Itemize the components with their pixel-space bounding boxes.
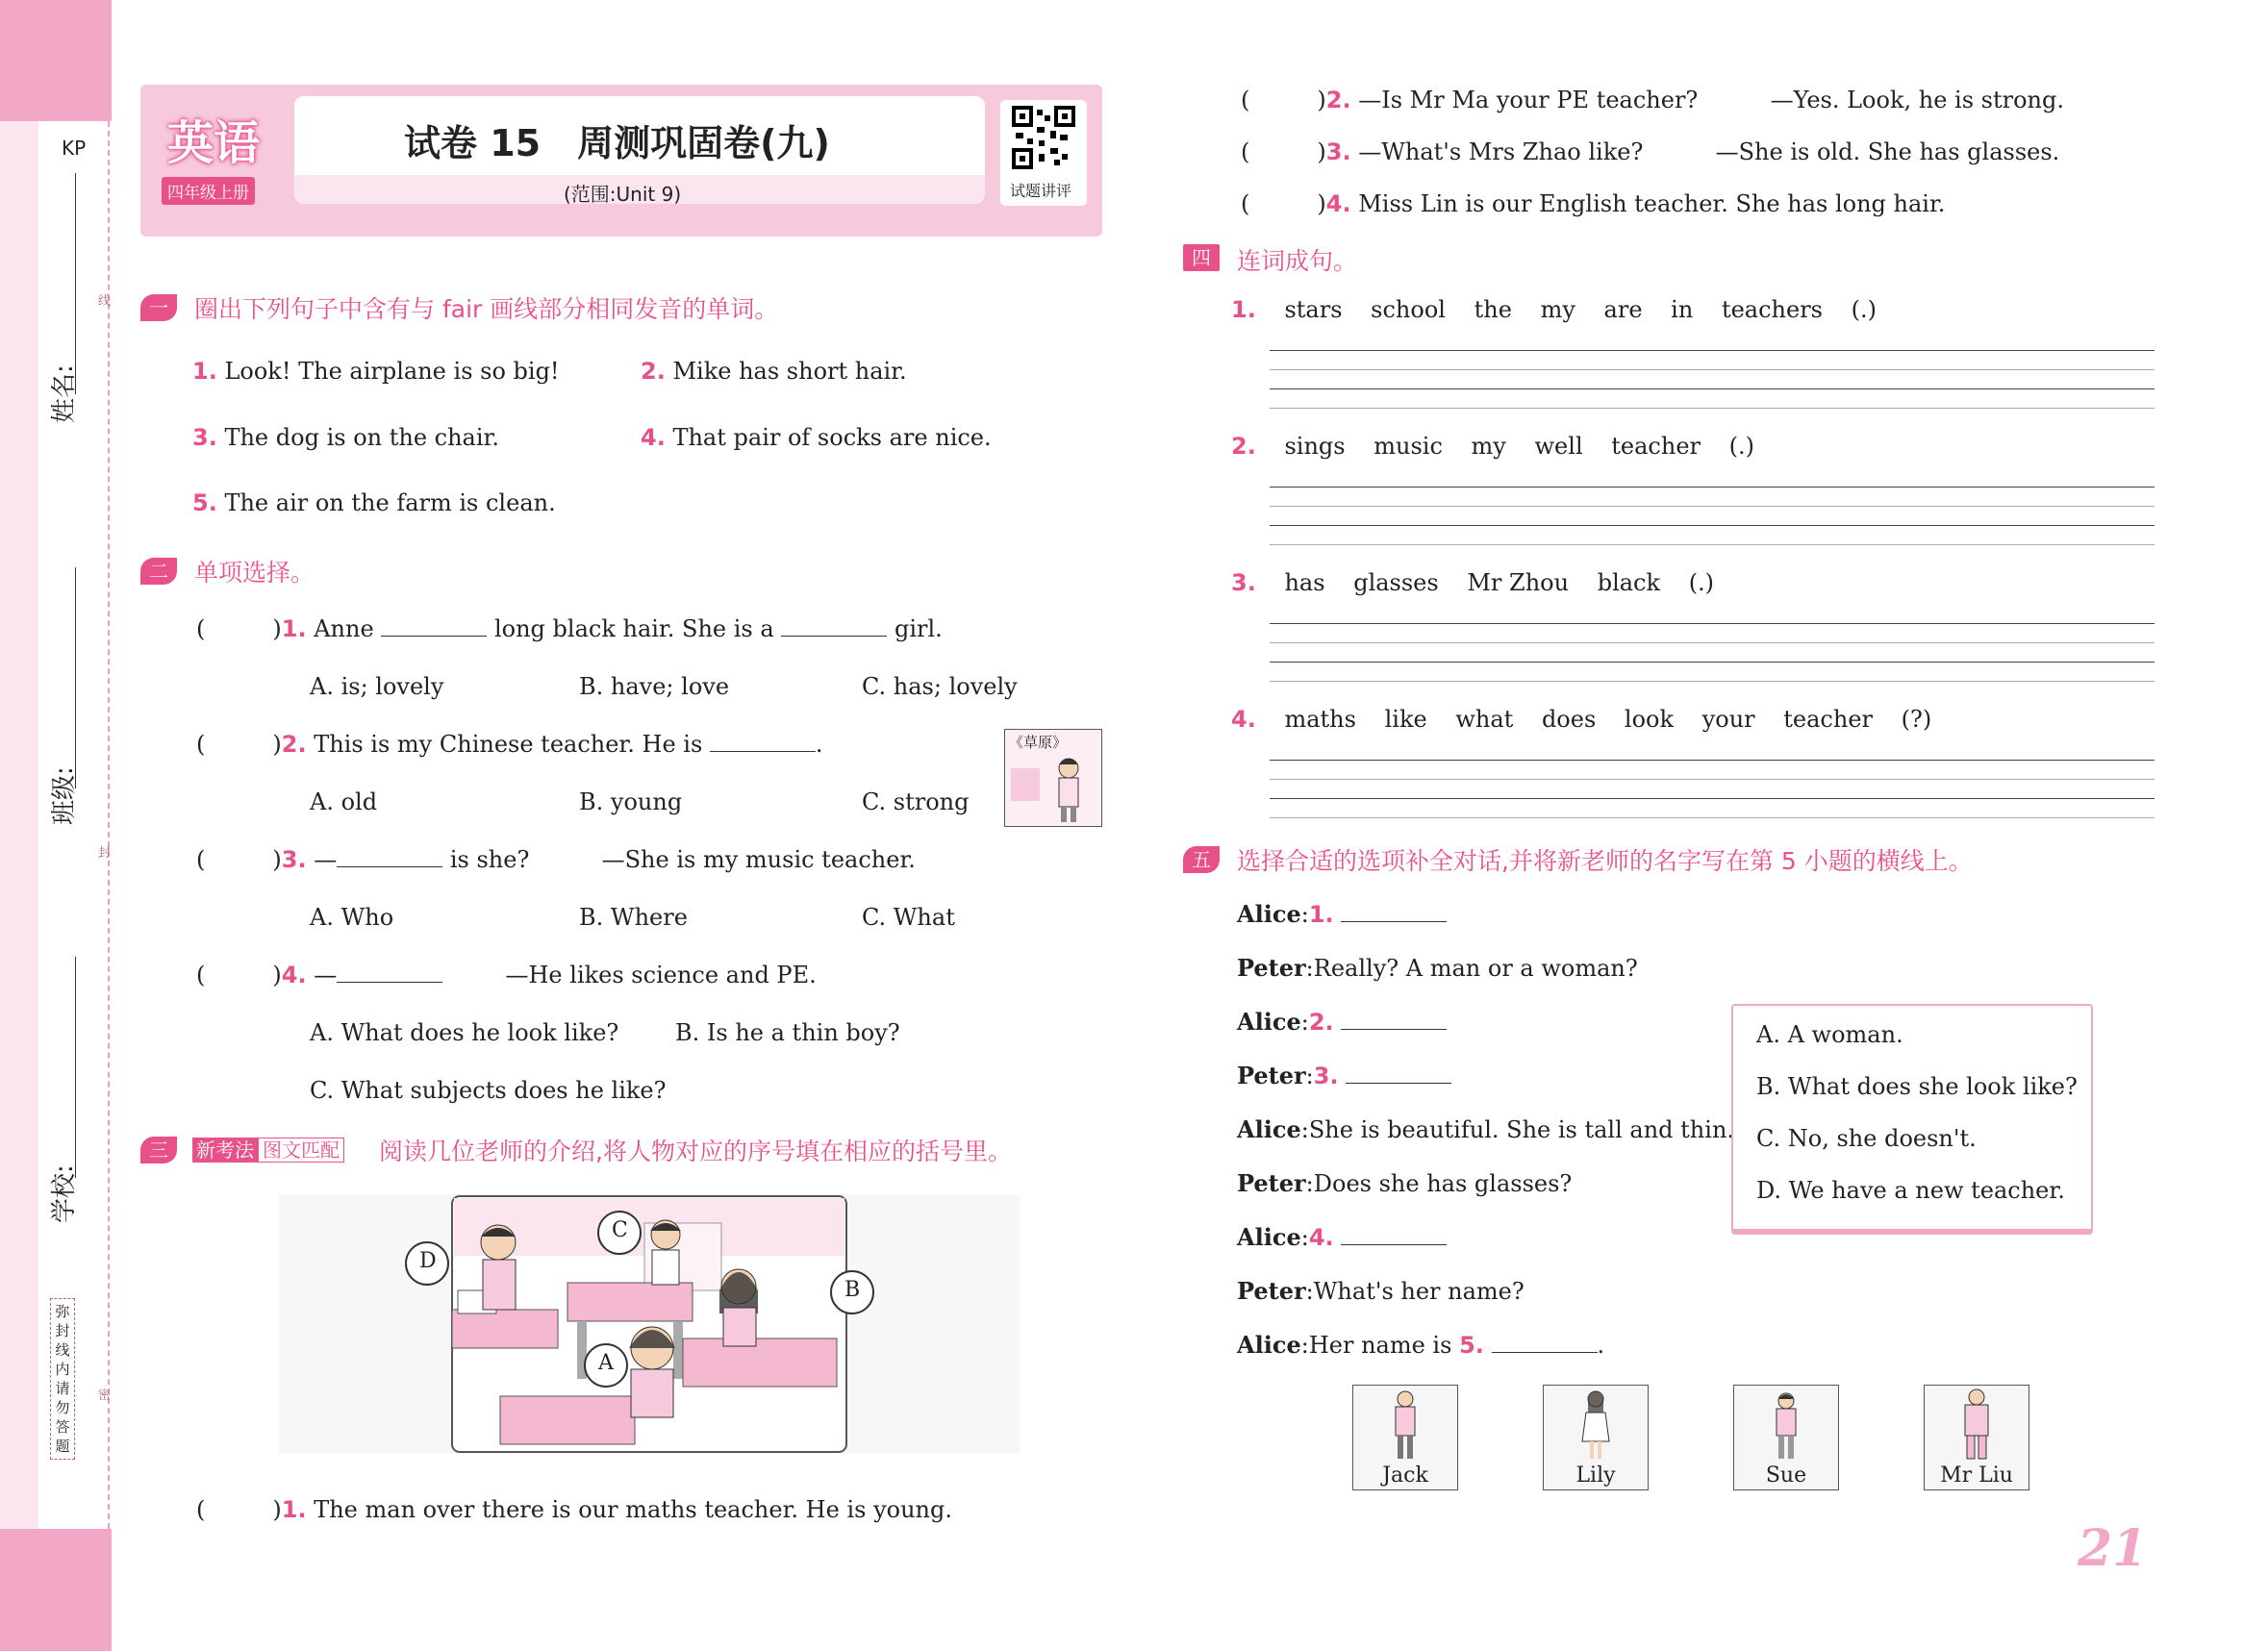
s3-q4-text: Miss Lin is our English teacher. She has long hair.: [1358, 190, 1946, 217]
s4-line-4c[interactable]: [1270, 798, 2155, 799]
s2-q1-num: 1.: [281, 615, 307, 642]
person-jack: [1352, 1385, 1458, 1490]
s2-q3-opt-c: C. What: [862, 904, 955, 931]
section5-title: 选择合适的选项补全对话,并将新老师的名字写在第 5 小题的横线上。: [1237, 847, 1973, 875]
s3-q2-a: —Is Mr Ma your PE teacher?: [1358, 87, 1699, 113]
s4-word-3-2: glasses: [1353, 569, 1439, 596]
s1-num-3: 3.: [192, 424, 217, 451]
dialog-line-4: Peter:3.: [1237, 1062, 1451, 1089]
s2-q3-num: 3.: [281, 846, 307, 873]
person-lily: [1543, 1385, 1649, 1490]
s1-item-1: [192, 358, 560, 385]
s2-q1-opt-c: C. has; lovely: [862, 673, 1018, 700]
s4-line-4a[interactable]: [1270, 760, 2155, 761]
s4-num-4: 4.: [1231, 706, 1256, 733]
margin-mark-1: 线: [98, 294, 112, 309]
s1-num-2: 2.: [641, 358, 666, 385]
s4-line-3d[interactable]: [1270, 681, 2155, 682]
s4-word-1-2: school: [1371, 296, 1446, 323]
dialog-num-1: 1.: [1308, 901, 1334, 928]
label-b: B: [844, 1278, 861, 1302]
s4-word-4-4: does: [1541, 706, 1597, 733]
dialog-blank-3[interactable]: [1341, 1012, 1447, 1030]
s2-q3-b: is she?: [449, 846, 530, 873]
dialog-num-9: 5.: [1459, 1332, 1484, 1359]
s4-word-2-3: my: [1471, 433, 1506, 460]
name-label: 姓名:: [50, 364, 79, 423]
dialog-num-3: 2.: [1308, 1009, 1334, 1036]
section3-tag-2: 图文匹配: [258, 1138, 344, 1163]
dialog-speaker-4: Peter: [1237, 1062, 1306, 1089]
s2-q3-blank[interactable]: [337, 849, 442, 867]
s2-q2-opt-b: B. young: [579, 788, 683, 815]
s2-q2-opt-c: C. strong: [862, 788, 970, 815]
s4-line-3a[interactable]: [1270, 623, 2155, 624]
dialog-blank-9[interactable]: [1492, 1335, 1598, 1353]
subject-badge: 英语: [167, 116, 261, 170]
s4-word-1-8: (.): [1851, 296, 1877, 323]
dialog-line-2: Peter:Really? A man or a woman?: [1237, 954, 1638, 982]
s1-item-4: [641, 424, 992, 451]
dialog-line-8: Peter:What's her name?: [1237, 1277, 1525, 1305]
page-number: 21: [2078, 1519, 2148, 1578]
option-a: A. A woman.: [1756, 1021, 1903, 1048]
dialog-blank-7[interactable]: [1341, 1227, 1447, 1245]
margin-bottom-block: [0, 1529, 112, 1651]
s4-word-4-6: your: [1701, 706, 1755, 733]
s4-line-4d[interactable]: [1270, 817, 2155, 818]
s3-q2-num: 2.: [1325, 87, 1351, 113]
grade-badge: 四年级上册: [162, 177, 255, 205]
s1-num-4: 4.: [641, 424, 666, 451]
s3-q1-num: 1.: [281, 1496, 307, 1523]
label-a: A: [598, 1351, 614, 1375]
s4-line-2d[interactable]: [1270, 544, 2155, 545]
s4-word-3-4: black: [1597, 569, 1661, 596]
s2-q3-opt-a: A. Who: [310, 904, 394, 931]
person-mr-liu-icon: [1925, 1386, 2029, 1463]
section3-badge: 三: [140, 1137, 177, 1163]
s4-word-2-6: (.): [1728, 433, 1754, 460]
dialog-line-5: Alice:She is beautiful. She is tall and thin.: [1237, 1115, 1735, 1143]
teacher-figure-icon: [1005, 730, 1101, 826]
s4-word-3-5: (.): [1688, 569, 1715, 596]
s4-word-1-6: in: [1671, 296, 1694, 323]
person-sue: [1733, 1385, 1839, 1490]
s4-word-4-1: maths: [1284, 706, 1356, 733]
s4-line-2b[interactable]: [1270, 506, 2155, 507]
s3-q2-b: —Yes. Look, he is strong.: [1770, 87, 2064, 113]
s4-word-4-8: (?): [1901, 706, 1932, 733]
name-line: [75, 173, 76, 394]
s1-num-5: 5.: [192, 489, 217, 516]
s4-line-2c[interactable]: [1270, 525, 2155, 526]
qr-code-icon[interactable]: [1012, 106, 1075, 169]
s1-text-3: The dog is on the chair.: [224, 424, 500, 451]
s2-q4-opt-b: B. Is he a thin boy?: [675, 1019, 900, 1046]
label-c: C: [612, 1218, 628, 1242]
s4-num-2: 2.: [1231, 433, 1256, 460]
s3-q4-num: 4.: [1325, 190, 1351, 217]
school-line: [75, 957, 76, 1178]
s1-text-4: That pair of socks are nice.: [672, 424, 992, 451]
s2-q1-a: Anne: [314, 615, 374, 642]
s2-q3-opt-b: B. Where: [579, 904, 688, 931]
dialog-speaker-9: Alice: [1237, 1331, 1301, 1359]
section1-badge: 一: [140, 294, 177, 321]
option-d: D. We have a new teacher.: [1756, 1177, 2065, 1204]
s4-word-2-2: music: [1373, 433, 1443, 460]
dialog-blank-1[interactable]: [1341, 904, 1447, 922]
s4-line-2a[interactable]: [1270, 487, 2155, 488]
person-lily-icon: [1544, 1386, 1648, 1463]
section3-title: 阅读几位老师的介绍,将人物对应的序号填在相应的括号里。: [379, 1138, 1012, 1165]
s2-q4-a: —: [314, 962, 338, 988]
dialog-speaker-8: Peter: [1237, 1277, 1306, 1305]
s3-q3-num: 3.: [1325, 138, 1351, 165]
s4-word-1-1: stars: [1284, 296, 1343, 323]
dialog-line-9: Alice:Her name is 5. .: [1237, 1331, 1605, 1359]
qr-label: 试题讲评: [1010, 182, 1072, 200]
dialog-speaker-3: Alice: [1237, 1008, 1301, 1036]
range-label: (范围:Unit 9): [564, 183, 682, 206]
s1-item-5: [192, 489, 556, 516]
s2-q1: ( )1. Anne long black hair. She is a girl.: [196, 615, 943, 642]
dialog-text-6: Does she has glasses?: [1313, 1170, 1573, 1197]
s2-q4: ( )4. — —He likes science and PE.: [196, 962, 817, 988]
s4-word-3-3: Mr Zhou: [1467, 569, 1570, 596]
person-jack-icon: [1353, 1386, 1457, 1463]
margin-top-block: [0, 0, 112, 121]
s4-word-1-3: the: [1474, 296, 1512, 323]
s4-item-1: [1231, 296, 1877, 323]
s2-q3-c: —She is my music teacher.: [601, 846, 916, 873]
s4-line-1a[interactable]: [1270, 350, 2155, 351]
option-c: C. No, she doesn't.: [1756, 1125, 1977, 1152]
s3-q4: ( )4. Miss Lin is our English teacher. She has long hair.: [1241, 190, 1946, 217]
s2-q1-blank-1[interactable]: [381, 618, 487, 637]
section5-badge: 五: [1183, 846, 1220, 873]
dialog-speaker-5: Alice: [1237, 1115, 1301, 1143]
s1-num-1: 1.: [192, 358, 217, 385]
s2-q4-opt-c: C. What subjects does he like?: [310, 1077, 667, 1104]
dialog-text-2: Really? A man or a woman?: [1313, 955, 1638, 982]
page-title: 试卷 15 周测巩固卷(九): [404, 122, 830, 164]
section1-title: 圈出下列句子中含有与 fair 画线部分相同发音的单词。: [194, 295, 779, 323]
dialog-line-1: Alice:1.: [1237, 900, 1447, 928]
s2-q4-num: 4.: [281, 962, 307, 988]
dialog-num-4: 3.: [1313, 1063, 1339, 1089]
s4-line-1c[interactable]: [1270, 388, 2155, 389]
school-label: 学校:: [50, 1164, 79, 1223]
notice-box: 弥封线内请勿答题: [50, 1298, 75, 1460]
s4-item-4: [1231, 706, 1931, 733]
classroom-scene: [279, 1194, 1020, 1454]
section2-badge: 二: [140, 558, 177, 585]
option-b: B. What does she look like?: [1756, 1073, 2078, 1100]
s3-q3-b: —She is old. She has glasses.: [1715, 138, 2060, 165]
dialog-text-5: She is beautiful. She is tall and thin.: [1308, 1116, 1735, 1143]
dialog-line-3: Alice:2.: [1237, 1008, 1447, 1036]
s4-word-1-4: my: [1540, 296, 1575, 323]
s4-word-2-4: well: [1534, 433, 1583, 460]
class-label: 班级:: [50, 766, 79, 825]
dialog-speaker-7: Alice: [1237, 1223, 1301, 1251]
s4-word-4-7: teacher: [1783, 706, 1873, 733]
dialog-text-8: What's her name?: [1313, 1278, 1525, 1305]
dialog-num-7: 4.: [1308, 1224, 1334, 1251]
s2-q2-num: 2.: [281, 731, 307, 758]
section4-title: 连词成句。: [1237, 247, 1358, 275]
class-line: [75, 567, 76, 788]
section3-tag: [192, 1135, 344, 1163]
teacher-picture-label: 《草原》: [1009, 734, 1068, 751]
s4-line-4b[interactable]: [1270, 779, 2155, 780]
s2-q1-blank-2[interactable]: [781, 618, 887, 637]
s2-q1-opt-a: A. is; lovely: [310, 673, 444, 700]
dialog-speaker-6: Peter: [1237, 1169, 1306, 1197]
s2-q1-opt-b: B. have; love: [579, 673, 730, 700]
dialog-blank-4[interactable]: [1346, 1065, 1451, 1084]
s1-text-1: Look! The airplane is so big!: [224, 358, 560, 385]
s4-num-1: 1.: [1231, 296, 1256, 323]
dialog-speaker-1: Alice: [1237, 900, 1301, 928]
person-sue-label: Sue: [1765, 1463, 1807, 1488]
s4-word-2-1: sings: [1284, 433, 1346, 460]
s4-item-2: [1231, 433, 1754, 460]
s4-word-1-5: are: [1603, 296, 1643, 323]
s2-q2-a: This is my Chinese teacher. He is: [314, 731, 703, 758]
s4-word-4-5: look: [1624, 706, 1675, 733]
s4-word-1-7: teachers: [1721, 296, 1823, 323]
section3-tag-1: 新考法: [192, 1138, 258, 1163]
section4-badge: 四: [1183, 244, 1220, 271]
s1-text-2: Mike has short hair.: [672, 358, 907, 385]
person-mr-liu-label: Mr Liu: [1940, 1463, 2013, 1488]
s4-word-3-1: has: [1284, 569, 1325, 596]
dialog-line-7: Alice:4.: [1237, 1223, 1447, 1251]
person-jack-label: Jack: [1382, 1463, 1428, 1488]
s2-q4-blank[interactable]: [337, 964, 442, 983]
s4-line-1b[interactable]: [1270, 369, 2155, 370]
person-sue-icon: [1734, 1386, 1838, 1463]
dialog-speaker-2: Peter: [1237, 954, 1306, 982]
s1-item-2: [641, 358, 907, 385]
s3-q3-a: —What's Mrs Zhao like?: [1358, 138, 1644, 165]
s3-q1-text: The man over there is our maths teacher. He is young.: [314, 1496, 952, 1523]
s3-q3: ( )3. —What's Mrs Zhao like? —She is old. She has glasses.: [1241, 138, 2060, 165]
s2-q4-opt-a: A. What does he look like?: [310, 1019, 619, 1046]
s2-q1-c: girl.: [894, 615, 943, 642]
s2-q3: ( )3. — is she? —She is my music teacher.: [196, 846, 916, 873]
s4-num-3: 3.: [1231, 569, 1256, 596]
s2-q2-blank[interactable]: [710, 734, 816, 752]
s1-item-3: [192, 424, 499, 451]
label-d: D: [419, 1249, 437, 1273]
s4-line-3b[interactable]: [1270, 642, 2155, 643]
s4-item-3: [1231, 569, 1714, 596]
dialog-text-9: Her name is: [1308, 1332, 1452, 1359]
s2-q4-c: —He likes science and PE.: [505, 962, 817, 988]
cut-line: [108, 121, 110, 1529]
s3-q2: ( )2. —Is Mr Ma your PE teacher? —Yes. Look, he is strong.: [1241, 87, 2064, 113]
kp-label: KP: [62, 137, 87, 160]
s2-q2-c: .: [815, 731, 823, 758]
person-lily-label: Lily: [1575, 1463, 1616, 1488]
s4-word-2-5: teacher: [1611, 433, 1701, 460]
s4-line-3c[interactable]: [1270, 662, 2155, 663]
s3-q1: ( )1. The man over there is our maths teacher. He is young.: [196, 1496, 952, 1523]
section2-title: 单项选择。: [194, 559, 315, 587]
margin-mark-3: 密: [98, 1388, 112, 1403]
s2-q2: ( )2. This is my Chinese teacher. He is .: [196, 731, 823, 758]
margin-mark-2: 封: [98, 846, 112, 861]
s4-word-4-2: like: [1384, 706, 1427, 733]
s4-line-1d[interactable]: [1270, 408, 2155, 409]
teacher-picture: [1004, 729, 1102, 827]
person-mr-liu: [1924, 1385, 2029, 1490]
s2-q3-a: —: [314, 846, 338, 873]
s1-text-5: The air on the farm is clean.: [224, 489, 556, 516]
dialog-line-6: Peter:Does she has glasses?: [1237, 1169, 1573, 1197]
s4-word-4-3: what: [1455, 706, 1514, 733]
s2-q2-opt-a: A. old: [310, 788, 378, 815]
s2-q1-b: long black hair. She is a: [493, 615, 774, 642]
